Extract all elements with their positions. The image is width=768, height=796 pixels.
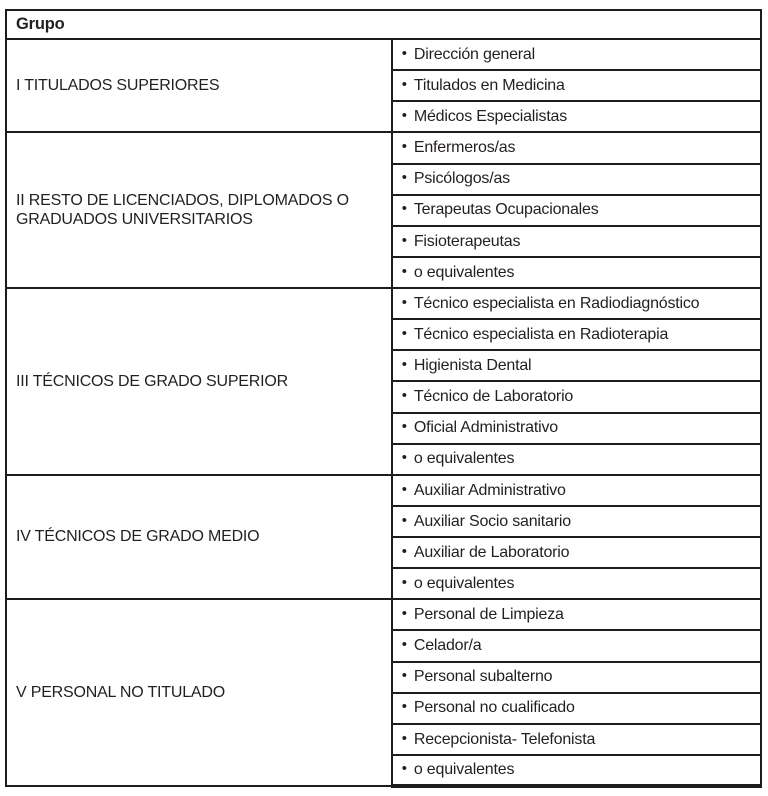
item-cell [392, 599, 761, 630]
group-label: III TÉCNICOS DE GRADO SUPERIOR [16, 372, 288, 390]
item-cell [392, 444, 761, 475]
table-header-row [6, 10, 761, 39]
item-label: Personal no cualificado [413, 699, 575, 717]
item-label: Técnico especialista en Radiodiagnóstico [413, 294, 700, 312]
item-label: Auxiliar Administrativo [413, 481, 566, 499]
group-label: IV TÉCNICOS DE GRADO MEDIO [16, 528, 260, 546]
grupo-table-container [5, 9, 762, 788]
item-label: Auxiliar de Laboratorio [413, 543, 570, 561]
bullet-icon: • [401, 107, 407, 125]
group-label-cell [6, 599, 392, 786]
item-label: Celador/a [413, 637, 482, 655]
item-cell [392, 662, 761, 693]
table-row [6, 475, 761, 506]
group-label: II RESTO DE LICENCIADOS, DIPLOMADOS O GRADUADOS UNIVERSITARIOS [16, 191, 349, 229]
item-cell [392, 39, 761, 70]
group-label-cell [6, 288, 392, 475]
item-label: Técnico de Laboratorio [413, 388, 574, 406]
bullet-icon: • [401, 262, 407, 280]
bullet-icon: • [401, 449, 407, 467]
group-label: V PERSONAL NO TITULADO [16, 683, 225, 701]
grupo-table-body [6, 39, 761, 786]
group-label-cell [6, 132, 392, 288]
item-cell [392, 724, 761, 755]
item-cell [392, 70, 761, 101]
item-cell [392, 132, 761, 163]
item-label: o equivalentes [413, 761, 515, 779]
item-cell [392, 693, 761, 724]
table-row [6, 39, 761, 70]
group-label-cell [6, 475, 392, 600]
item-label: o equivalentes [413, 574, 515, 592]
bullet-icon: • [401, 200, 407, 218]
bullet-icon: • [401, 480, 407, 498]
bullet-icon: • [401, 605, 407, 623]
item-cell [392, 537, 761, 568]
item-cell [392, 413, 761, 444]
bullet-icon: • [401, 387, 407, 405]
bullet-icon: • [401, 418, 407, 436]
item-label: Recepcionista- Telefonista [413, 730, 596, 748]
bullet-icon: • [401, 44, 407, 62]
item-label: Enfermeros/as [413, 139, 516, 157]
item-label: Dirección general [413, 45, 535, 63]
group-label: I TITULADOS SUPERIORES [16, 76, 220, 94]
item-label: Técnico especialista en Radioterapia [413, 325, 669, 343]
item-cell [392, 630, 761, 661]
table-header-grupo: Grupo [6, 10, 761, 39]
table-row [6, 288, 761, 319]
item-label: Auxiliar Socio sanitario [413, 512, 571, 530]
item-cell [392, 288, 761, 319]
item-label: Terapeutas Ocupacionales [413, 201, 599, 219]
item-label: Oficial Administrativo [413, 419, 558, 437]
item-label: Titulados en Medicina [413, 76, 565, 94]
table-row [6, 599, 761, 630]
bullet-icon: • [401, 356, 407, 374]
item-cell [392, 195, 761, 226]
item-label: o equivalentes [413, 263, 515, 281]
item-label: o equivalentes [413, 450, 515, 468]
bullet-icon: • [401, 293, 407, 311]
item-label: Fisioterapeutas [413, 232, 521, 250]
bullet-icon: • [401, 698, 407, 716]
item-label: Personal de Limpieza [413, 606, 564, 624]
item-cell [392, 755, 761, 786]
item-label: Higienista Dental [413, 357, 532, 375]
item-cell [392, 568, 761, 599]
bullet-icon: • [401, 729, 407, 747]
item-cell [392, 226, 761, 257]
bullet-icon: • [401, 138, 407, 156]
item-label: Personal subalterno [413, 668, 553, 686]
item-label: Médicos Especialistas [413, 108, 568, 126]
item-cell [392, 381, 761, 412]
bullet-icon: • [401, 511, 407, 529]
bullet-icon: • [401, 760, 407, 778]
table-row [6, 132, 761, 163]
bullet-icon: • [401, 75, 407, 93]
bullet-icon: • [401, 231, 407, 249]
item-cell [392, 319, 761, 350]
item-cell [392, 101, 761, 132]
item-cell [392, 350, 761, 381]
item-label: Psicólogos/as [413, 170, 510, 188]
bullet-icon: • [401, 324, 407, 342]
bullet-icon: • [401, 636, 407, 654]
item-cell [392, 506, 761, 537]
bullet-icon: • [401, 169, 407, 187]
grupo-table [5, 9, 762, 788]
group-label-cell [6, 39, 392, 132]
item-cell [392, 475, 761, 506]
item-cell [392, 164, 761, 195]
item-cell [392, 257, 761, 288]
bullet-icon: • [401, 573, 407, 591]
bullet-icon: • [401, 542, 407, 560]
bullet-icon: • [401, 667, 407, 685]
